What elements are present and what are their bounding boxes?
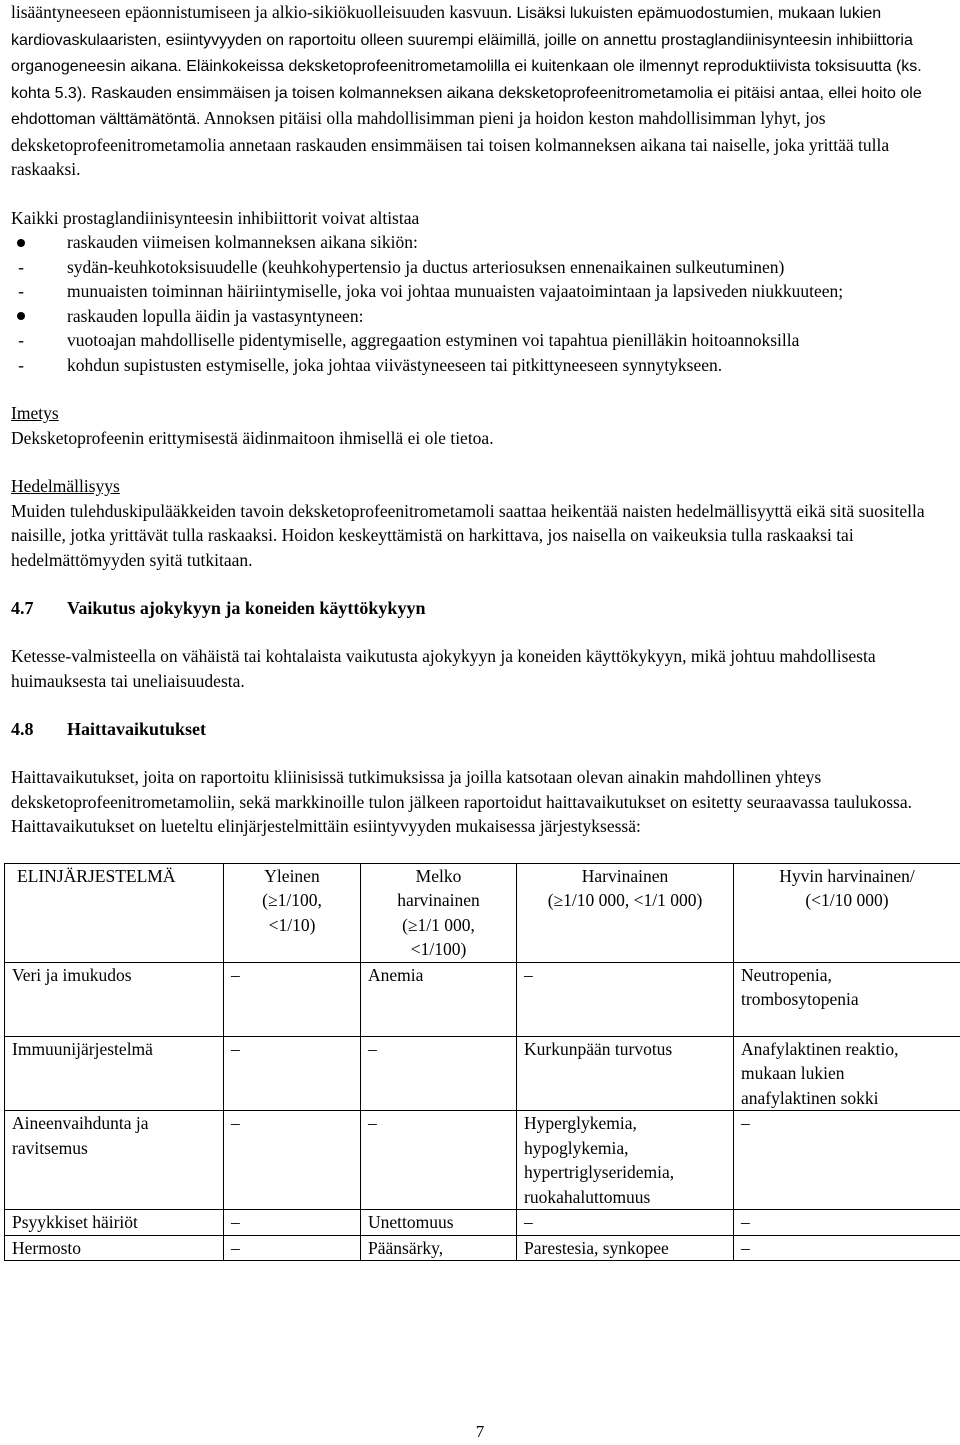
table-cell: Aineenvaihdunta ja ravitsemus	[5, 1111, 224, 1210]
table-header-cell: ELINJÄRJESTELMÄ	[5, 863, 224, 962]
document-page	[11, 0, 951, 1261]
table-header-cell: Hyvin harvinainen/ (<1/10 000)	[734, 863, 960, 962]
intro-text-1: lisääntyneeseen epäonnistumiseen ja alkio-sikiökuolleisuuden kasvuun.	[11, 2, 512, 22]
table-cell: –	[224, 1111, 361, 1210]
dash-marker: -	[11, 255, 31, 280]
table-row	[5, 962, 960, 1036]
section-title: Vaikutus ajokykyyn ja koneiden käyttökykyyn	[67, 598, 425, 618]
nsaid-risk-list	[11, 230, 951, 377]
section-title: Haittavaikutukset	[67, 719, 206, 739]
list-item: - munuaisten toiminnan häiriintymiselle, joka voi johtaa munuaisten vajaatoimintaan ja lapsiveden niukkuuteen;	[11, 279, 951, 304]
table-header-cell: Melko harvinainen (≥1/1 000, <1/100)	[361, 863, 517, 962]
table-cell: –	[224, 1210, 361, 1236]
table-row	[5, 1036, 960, 1111]
table-row	[5, 1210, 960, 1236]
table-cell: Anafylaktinen reaktio, mukaan lukien anafylaktinen sokki	[734, 1036, 960, 1111]
table-cell: Hyperglykemia, hypoglykemia, hypertriglyseridemia, ruokahaluttomuus	[517, 1111, 734, 1210]
list-item: raskauden lopulla äidin ja vastasyntyneen:	[11, 304, 951, 329]
dash-marker: -	[11, 279, 31, 304]
table-cell: Veri ja imukudos	[5, 962, 224, 1036]
section-4-7-heading	[11, 596, 951, 620]
list-item: - sydän-keuhkotoksisuudelle (keuhkohypertensio ja ductus arteriosuksen ennenaikainen sulkeutuminen)	[11, 255, 951, 280]
table-row	[5, 1235, 960, 1261]
table-header-cell: Yleinen (≥1/100, <1/10)	[224, 863, 361, 962]
table-cell: Parestesia, synkopee	[517, 1235, 734, 1261]
section-number: 4.7	[11, 596, 67, 620]
section-4-8-heading	[11, 717, 951, 741]
hedelmallisyys-text: Muiden tulehduskipulääkkeiden tavoin deksketoprofeenitrometamoli saattaa heikentää naisten hedelmällisyyttä eikä sitä suositella naisille, jotka yrittävät tulla raskaaksi. Hoidon keskeyttämistä on harkittava, jos naisella on vaikeuksia tulla raskaaksi tai hedelmättömyyden syitä tutkitaan.	[11, 499, 951, 573]
table-cell: –	[224, 1235, 361, 1261]
table-cell: –	[734, 1111, 960, 1210]
adverse-effects-table	[4, 863, 960, 1262]
imetys-section	[11, 401, 951, 450]
table-row	[5, 1111, 960, 1210]
pregnancy-paragraph	[11, 0, 951, 182]
bullet-icon	[11, 230, 31, 255]
table-cell: –	[734, 1210, 960, 1236]
table-header-cell: Harvinainen (≥1/10 000, <1/1 000)	[517, 863, 734, 962]
imetys-text: Deksketoprofeenin erittymisestä äidinmaitoon ihmisellä ei ole tietoa.	[11, 426, 951, 451]
table-cell: –	[517, 1210, 734, 1236]
table-cell: –	[361, 1111, 517, 1210]
table-cell: Kurkunpään turvotus	[517, 1036, 734, 1111]
list-item: raskauden viimeisen kolmanneksen aikana sikiön:	[11, 230, 951, 255]
table-cell: –	[517, 962, 734, 1036]
list-item: - kohdun supistusten estymiselle, joka johtaa viivästyneeseen tai pitkittyneeseen synnytykseen.	[11, 353, 951, 378]
section-4-7-text: Ketesse-valmisteella on vähäistä tai kohtalaista vaikutusta ajokykyyn ja koneiden käyttökykyyn, mikä johtuu mahdollisesta huimauksesta tai uneliaisuudesta.	[11, 644, 951, 693]
dash-marker: -	[11, 353, 31, 378]
table-cell: Hermosto	[5, 1235, 224, 1261]
table-cell: Päänsärky,	[361, 1235, 517, 1261]
table-cell: –	[361, 1036, 517, 1111]
table-cell: Immuunijärjestelmä	[5, 1036, 224, 1111]
list-item: - vuotoajan mahdolliselle pidentymiselle, aggregaation estyminen voi tapahtua pienilläkin hoitoannoksilla	[11, 328, 951, 353]
section-number: 4.8	[11, 717, 67, 741]
table-cell: –	[224, 1036, 361, 1111]
intro-text-1b: Lisäksi lukuisten epämuodostumien, mukaan lukien kardiovaskulaaristen, esiintyvyyden on raportoitu olleen suurempi eläimillä, joille on annettu prostaglandiinisynteesin inhibiittoria organogeneesin aikana. Eläinkokeissa deksketoprofeenitrometamolilla ei kuitenkaan ole ilmennyt reproduktiivista toksisuutta (ks. kohta 5.3). Raskauden ensimmäisen ja toisen kolmanneksen aikana deksketoprofeenitrometamolia ei pitäisi antaa, ellei hoito ole ehdottoman välttämätöntä.	[11, 5, 922, 128]
table-cell: –	[224, 962, 361, 1036]
imetys-heading: Imetys	[11, 401, 951, 426]
table-cell: Neutropenia, trombosytopenia	[734, 962, 960, 1036]
intro-text-2: Annoksen pitäisi olla mahdollisimman pieni ja hoidon keston mahdollisimman lyhyt, jos deksketoprofeenitrometamolia annetaan raskauden ensimmäisen tai toisen kolmanneksen aikana tai naiselle, joka yrittää tulla raskaaksi.	[11, 108, 889, 179]
hedelmallisyys-heading: Hedelmällisyys	[11, 474, 951, 499]
section-4-8-text: Haittavaikutukset, joita on raportoitu kliinisissä tutkimuksissa ja joilla katsotaan olevan ainakin mahdollinen yhteys deksketoprofeenitrometamoliin, sekä markkinoille tulon jälkeen raportoidut haittavaikutukset on esitetty seuraavassa taulukossa. Haittavaikutukset on lueteltu elinjärjestelmittäin esiintyvyyden mukaisessa järjestyksessä:	[11, 765, 951, 839]
table-cell: Unettomuus	[361, 1210, 517, 1236]
nsaid-lead: Kaikki prostaglandiinisynteesin inhibiittorit voivat altistaa	[11, 206, 951, 231]
bullet-icon	[11, 304, 31, 329]
hedelmallisyys-section	[11, 474, 951, 572]
page-number: 7	[0, 1420, 960, 1445]
dash-marker: -	[11, 328, 31, 353]
table-cell: –	[734, 1235, 960, 1261]
table-cell: Anemia	[361, 962, 517, 1036]
table-header-row	[5, 863, 960, 962]
table-cell: Psyykkiset häiriöt	[5, 1210, 224, 1236]
